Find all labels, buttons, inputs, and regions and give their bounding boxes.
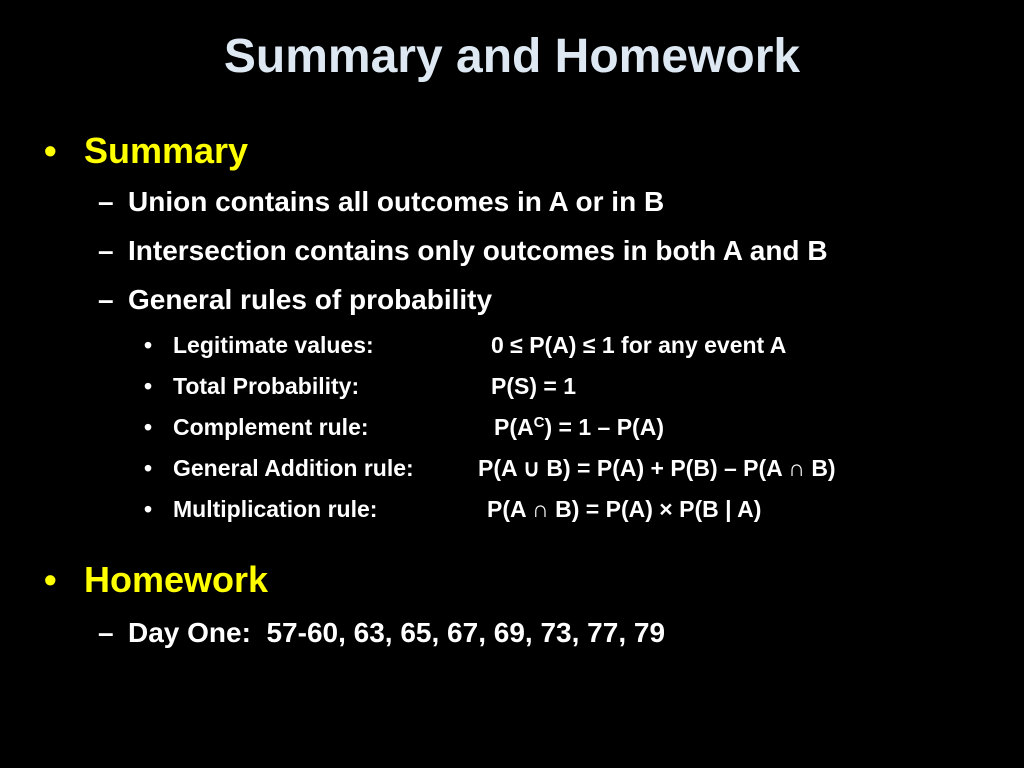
summary-item-general-rules: General rules of probability: [128, 284, 493, 315]
rule-expression-post: ) = 1 – P(A): [544, 414, 664, 440]
rule-expression: [494, 414, 664, 440]
bullet-icon: •: [144, 414, 153, 440]
dash-icon: –: [98, 235, 114, 266]
summary-heading: Summary: [84, 130, 249, 171]
rule-label: Legitimate values:: [173, 332, 374, 358]
dash-icon: –: [98, 186, 114, 217]
complement-superscript: C: [533, 414, 545, 431]
rule-expression: P(S) = 1: [491, 373, 577, 399]
bullet-icon: •: [144, 332, 153, 358]
slide-title: Summary and Homework: [223, 30, 801, 83]
summary-item-intersection: Intersection contains only outcomes in both A and B: [128, 235, 828, 266]
homework-heading: Homework: [84, 559, 269, 600]
bullet-icon: •: [144, 496, 153, 522]
rule-expression: 0 ≤ P(A) ≤ 1 for any event A: [491, 332, 787, 358]
bullet-icon: •: [44, 130, 57, 171]
dash-icon: –: [98, 284, 114, 315]
summary-item-union: Union contains all outcomes in A or in B: [128, 186, 665, 217]
rule-label: Multiplication rule:: [173, 496, 378, 522]
bullet-icon: •: [144, 455, 153, 481]
rule-expression: P(A ∩ B) = P(A) × P(B | A): [487, 496, 762, 522]
rule-expression-pre: P(A: [494, 414, 534, 440]
rule-expression: P(A ∪ B) = P(A) + P(B) – P(A ∩ B): [478, 455, 836, 481]
homework-item-day-one: Day One: 57-60, 63, 65, 67, 69, 73, 77, 79: [128, 617, 666, 648]
rule-label: Total Probability:: [173, 373, 360, 399]
rule-label: General Addition rule:: [173, 455, 414, 481]
dash-icon: –: [98, 617, 114, 648]
rule-label: Complement rule:: [173, 414, 369, 440]
bullet-icon: •: [44, 559, 57, 600]
bullet-icon: •: [144, 373, 153, 399]
